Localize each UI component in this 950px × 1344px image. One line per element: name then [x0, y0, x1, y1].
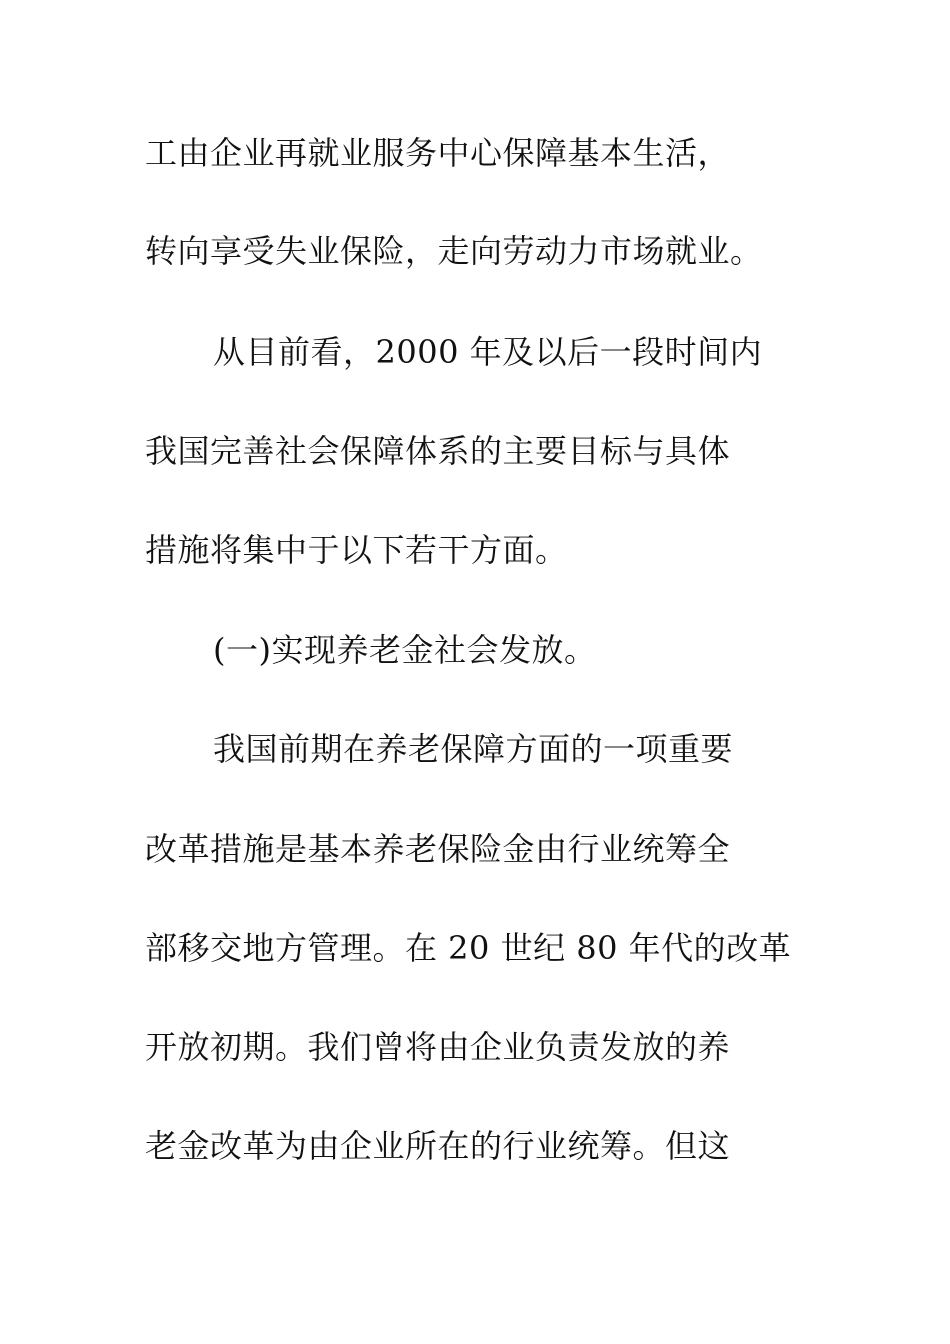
- text-line: 部移交地方管理。在 20 世纪 80 年代的改革: [145, 929, 792, 967]
- text-line: 措施将集中于以下若干方面。: [145, 531, 568, 569]
- paragraph-start-line: 我国前期在养老保障方面的一项重要: [213, 730, 734, 768]
- section-heading: (一)实现养老金社会发放。: [213, 631, 597, 669]
- text-line: 开放初期。我们曾将由企业负责发放的养: [145, 1028, 731, 1066]
- text-line: 改革措施是基本养老保险金由行业统筹全: [145, 830, 731, 868]
- text-line: 老金改革为由企业所在的行业统筹。但这: [145, 1127, 731, 1165]
- paragraph-start-line: 从目前看，2000 年及以后一段时间内: [213, 333, 763, 371]
- text-line: 转向享受失业保险，走向劳动力市场就业。: [145, 232, 763, 270]
- text-line: 工由企业再就业服务中心保障基本生活，: [145, 134, 731, 172]
- text-line: 我国完善社会保障体系的主要目标与具体: [145, 432, 731, 470]
